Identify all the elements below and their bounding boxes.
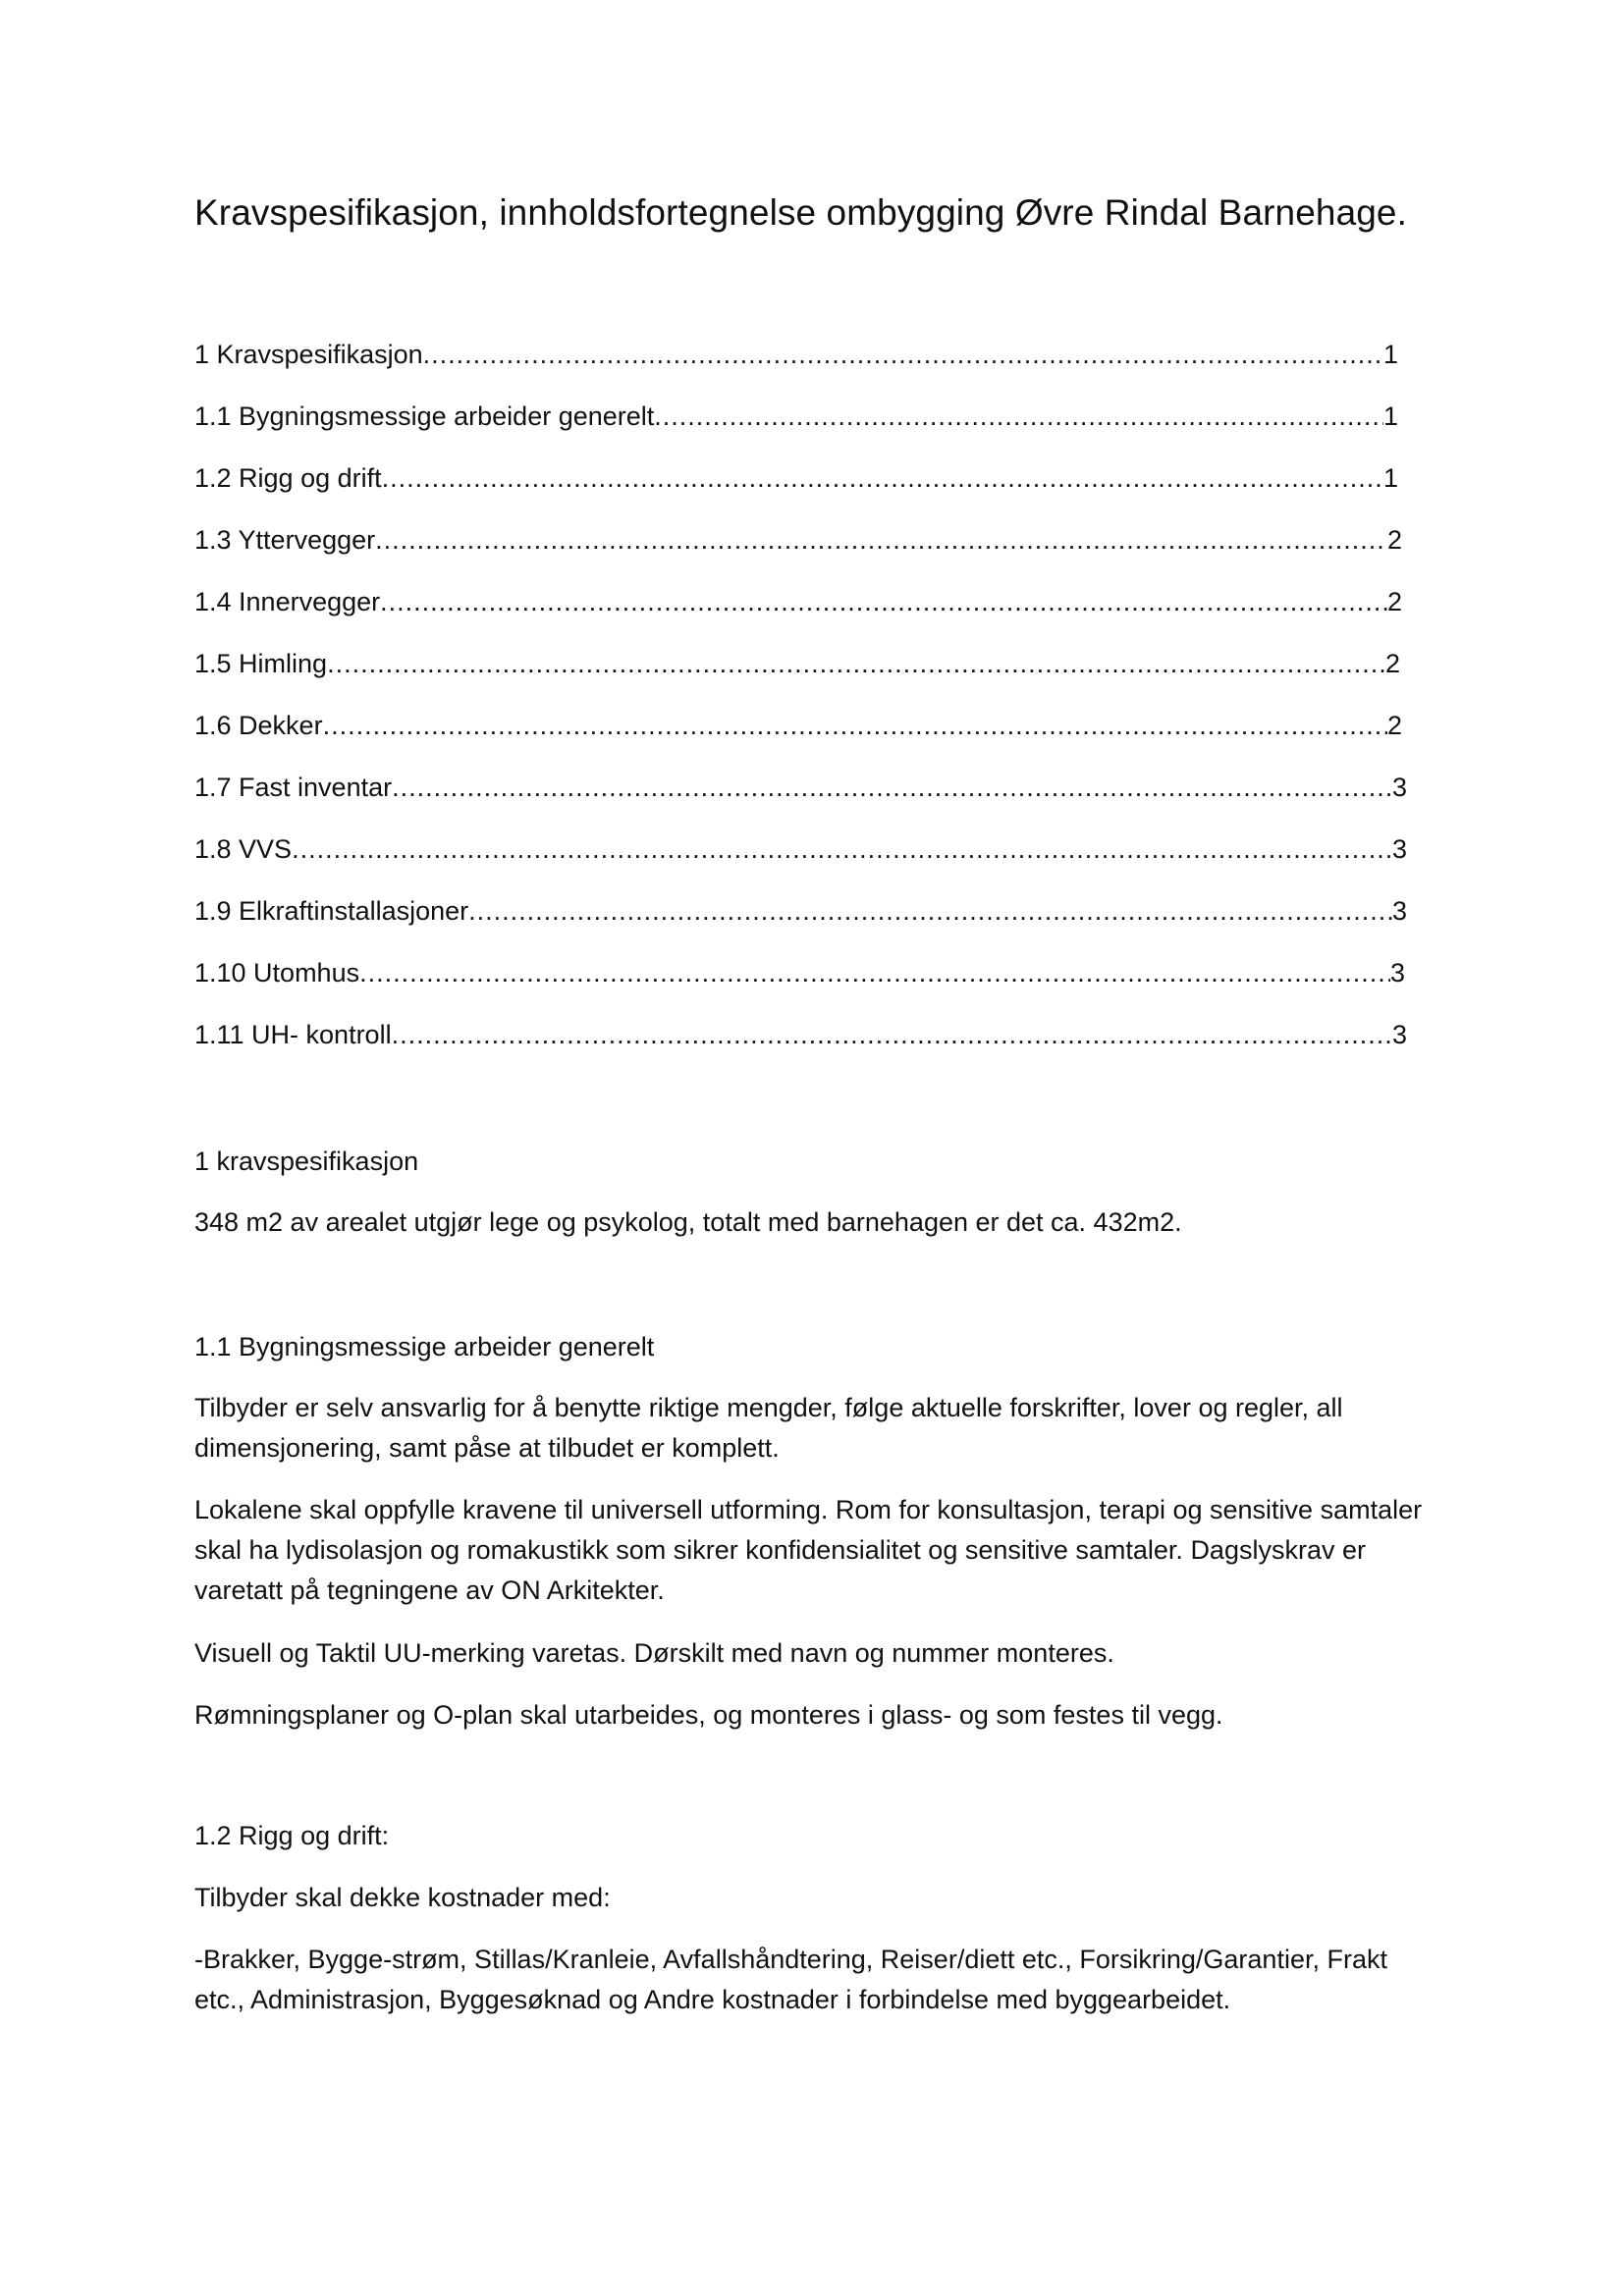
toc-leader-dots: [654, 401, 1383, 432]
section-paragraph: Tilbyder skal dekke kostnader med:: [194, 1883, 611, 1912]
toc-leader-dots: [327, 649, 1385, 679]
section-paragraph: -Brakker, Bygge-strøm, Stillas/Kranleie, Avfallshåndtering, Reiser/diett etc., Forsikring/Garantier, Frakt etc., Administrasjon, Byggesøknad og Andre kostnader i forbindelse med byggearbeidet.: [194, 1945, 1387, 2014]
toc-entry-page: 3: [1391, 896, 1407, 926]
toc-entry-page: 2: [1386, 587, 1402, 616]
toc-entry-page: 1: [1382, 463, 1398, 493]
section-paragraph: Rømningsplaner og O-plan skal utarbeides, og monteres i glass- og som festes til vegg.: [194, 1700, 1223, 1730]
toc-leader-dots: [359, 958, 1390, 988]
toc-entry[interactable]: [194, 340, 1398, 379]
toc-entry[interactable]: [194, 711, 1402, 750]
toc-entry-page: 3: [1391, 834, 1407, 864]
toc-entry-label: 1.5 Himling: [194, 649, 328, 678]
toc-entry-label: 1.2 Rigg og drift: [194, 463, 382, 493]
toc-entry-label: 1.9 Elkraftinstallasjoner: [194, 896, 469, 926]
toc-entry-page: 3: [1391, 1020, 1407, 1049]
toc-leader-dots: [468, 896, 1392, 927]
toc-entry-label: 1.6 Dekker: [194, 711, 323, 740]
toc-entry-page: 2: [1384, 649, 1400, 678]
toc-entry-label: 1.4 Innervegger: [194, 587, 381, 616]
section-heading: 1 kravspesifikasjon: [194, 1147, 419, 1176]
toc-entry-label: 1.1 Bygningsmessige arbeider generelt: [194, 401, 655, 431]
toc-leader-dots: [423, 340, 1383, 370]
toc-entry-label: 1.11 UH- kontroll: [194, 1020, 392, 1049]
toc-entry[interactable]: [194, 401, 1398, 441]
toc-leader-dots: [375, 525, 1387, 556]
toc-leader-dots: [323, 711, 1387, 741]
toc-entry-page: 2: [1386, 711, 1402, 740]
section-paragraph: Visuell og Taktil UU-merking varetas. Dørskilt med navn og nummer monteres.: [194, 1638, 1114, 1668]
section-heading: 1.1 Bygningsmessige arbeider generelt: [194, 1332, 655, 1362]
toc-leader-dots: [392, 1020, 1392, 1050]
toc-entry-page: 3: [1389, 958, 1405, 988]
toc-entry-label: 1 Kravspesifikasjon: [194, 340, 423, 369]
toc-entry-page: 1: [1382, 401, 1398, 431]
section-heading: 1.2 Rigg og drift:: [194, 1821, 390, 1850]
toc-leader-dots: [392, 773, 1392, 803]
toc-entry-label: 1.10 Utomhus: [194, 958, 360, 988]
toc-entry[interactable]: [194, 958, 1405, 997]
section-paragraph: 348 m2 av arealet utgjør lege og psykolog, totalt med barnehagen er det ca. 432m2.: [194, 1207, 1182, 1237]
toc-entry[interactable]: [194, 463, 1398, 503]
toc-entry[interactable]: [194, 649, 1400, 688]
toc-entry[interactable]: [194, 525, 1402, 564]
toc-entry[interactable]: [194, 1020, 1407, 1059]
toc-entry[interactable]: [194, 587, 1402, 626]
toc-entry-label: 1.7 Fast inventar: [194, 773, 393, 802]
document-title: Kravspesifikasjon, innholdsfortegnelse ombygging Øvre Rindal Barnehage.: [194, 192, 1407, 233]
toc-leader-dots: [292, 834, 1392, 865]
section-paragraph: Lokalene skal oppfylle kravene til universell utforming. Rom for konsultasjon, terapi og sensitive samtaler skal ha lydisolasjon og romakustikk som sikrer konfidensialitet og sensitive samtaler. Dagslyskrav er varetatt på tegningene av ON Arkitekter.: [194, 1495, 1423, 1605]
toc-leader-dots: [380, 587, 1387, 617]
toc-entry[interactable]: [194, 834, 1407, 874]
section-paragraph: Tilbyder er selv ansvarlig for å benytte riktige mengder, følge aktuelle forskrifter, lover og regler, all dimensjonering, samt påse at tilbudet er komplett.: [194, 1393, 1343, 1463]
toc-entry-page: 3: [1391, 773, 1407, 802]
toc-entry[interactable]: [194, 773, 1407, 812]
toc-entry[interactable]: [194, 896, 1407, 935]
toc-entry-page: 1: [1382, 340, 1398, 369]
toc-leader-dots: [382, 463, 1383, 494]
toc-entry-label: 1.3 Yttervegger: [194, 525, 376, 555]
toc-entry-label: 1.8 VVS: [194, 834, 293, 864]
toc-entry-page: 2: [1386, 525, 1402, 555]
